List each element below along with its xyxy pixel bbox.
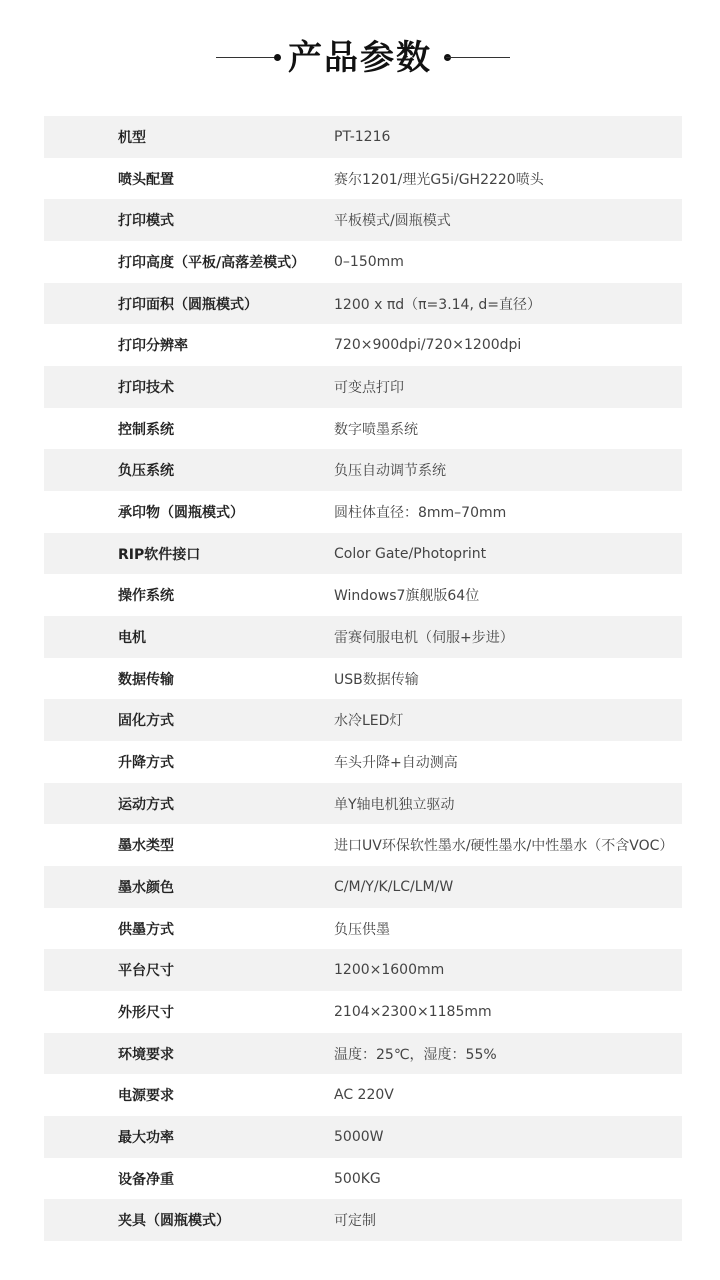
spec-row bbox=[44, 408, 682, 450]
spec-row bbox=[44, 199, 682, 241]
spec-label: 墨水类型 bbox=[118, 838, 174, 855]
spec-value: 车头升降+自动测高 bbox=[334, 754, 458, 771]
spec-value: C/M/Y/K/LC/LM/W bbox=[334, 878, 454, 895]
spec-label: 环境要求 bbox=[118, 1046, 174, 1063]
spec-value: 1200 x πd（π=3.14, d=直径） bbox=[334, 296, 541, 313]
spec-row bbox=[44, 283, 682, 325]
spec-row bbox=[44, 699, 682, 741]
spec-value: PT-1216 bbox=[334, 128, 391, 145]
spec-label: 运动方式 bbox=[118, 796, 174, 813]
spec-row bbox=[44, 449, 682, 491]
spec-row bbox=[44, 1199, 682, 1241]
spec-row bbox=[44, 991, 682, 1033]
spec-value: 500KG bbox=[334, 1170, 381, 1187]
spec-value: 赛尔1201/理光G5i/GH2220喷头 bbox=[334, 171, 544, 188]
spec-label: 升降方式 bbox=[118, 754, 174, 771]
spec-row bbox=[44, 866, 682, 908]
spec-label: 电源要求 bbox=[118, 1088, 174, 1105]
spec-label: 打印分辨率 bbox=[118, 338, 188, 355]
spec-label: 打印模式 bbox=[118, 213, 174, 230]
spec-label: 夹具（圆瓶模式） bbox=[118, 1213, 230, 1230]
spec-row bbox=[44, 158, 682, 200]
spec-label: 电机 bbox=[118, 629, 146, 646]
spec-row bbox=[44, 116, 682, 158]
spec-value: AC 220V bbox=[334, 1087, 394, 1104]
spec-label: 供墨方式 bbox=[118, 921, 174, 938]
spec-row bbox=[44, 1033, 682, 1075]
spec-label: 设备净重 bbox=[118, 1171, 174, 1188]
spec-label: 操作系统 bbox=[118, 588, 174, 605]
spec-value: 圆柱体直径：8mm–70mm bbox=[334, 504, 507, 521]
spec-label: 打印技术 bbox=[118, 379, 174, 396]
spec-row bbox=[44, 824, 682, 866]
spec-value: 720×900dpi/720×1200dpi bbox=[334, 337, 522, 354]
spec-value: 可定制 bbox=[334, 1213, 376, 1230]
spec-label: 平台尺寸 bbox=[118, 963, 174, 980]
spec-label: 负压系统 bbox=[118, 463, 174, 480]
page-title: 产品参数 bbox=[288, 38, 432, 78]
spec-value: 负压供墨 bbox=[334, 921, 390, 938]
spec-row bbox=[44, 533, 682, 575]
spec-row bbox=[44, 366, 682, 408]
title-divider-right bbox=[446, 57, 510, 58]
spec-row bbox=[44, 616, 682, 658]
spec-label: 喷头配置 bbox=[118, 171, 174, 188]
spec-label: 墨水颜色 bbox=[118, 879, 174, 896]
spec-value: 可变点打印 bbox=[334, 379, 404, 396]
spec-row bbox=[44, 491, 682, 533]
spec-value: Color Gate/Photoprint bbox=[334, 545, 487, 562]
spec-value: 雷赛伺服电机（伺服+步进） bbox=[334, 629, 514, 646]
spec-row bbox=[44, 241, 682, 283]
spec-value: 负压自动调节系统 bbox=[334, 463, 446, 480]
spec-value: 水冷LED灯 bbox=[334, 713, 404, 730]
spec-value: 5000W bbox=[334, 1128, 384, 1145]
spec-value: 2104×2300×1185mm bbox=[334, 1003, 492, 1020]
spec-row bbox=[44, 658, 682, 700]
spec-row bbox=[44, 949, 682, 991]
spec-label: RIP软件接口 bbox=[118, 546, 201, 563]
spec-label: 打印面积（圆瓶模式） bbox=[118, 296, 258, 313]
spec-label: 打印高度（平板/高落差模式） bbox=[118, 254, 306, 271]
spec-label: 机型 bbox=[118, 129, 146, 146]
spec-row bbox=[44, 324, 682, 366]
spec-value: 1200×1600mm bbox=[334, 962, 445, 979]
spec-value: Windows7旗舰版64位 bbox=[334, 588, 480, 605]
spec-row bbox=[44, 741, 682, 783]
spec-value: 0–150mm bbox=[334, 253, 404, 270]
spec-label: 外形尺寸 bbox=[118, 1004, 174, 1021]
page-header bbox=[0, 0, 720, 116]
spec-value: 温度：25℃，湿度：55% bbox=[334, 1046, 497, 1063]
spec-row bbox=[44, 783, 682, 825]
spec-row bbox=[44, 574, 682, 616]
spec-value: 数字喷墨系统 bbox=[334, 421, 418, 438]
spec-label: 固化方式 bbox=[118, 713, 174, 730]
spec-value: USB数据传输 bbox=[334, 671, 419, 688]
spec-value: 进口UV环保软性墨水/硬性墨水/中性墨水（不含VOC） bbox=[334, 838, 674, 855]
spec-row bbox=[44, 1116, 682, 1158]
spec-row bbox=[44, 908, 682, 950]
spec-label: 控制系统 bbox=[118, 421, 174, 438]
spec-label: 承印物（圆瓶模式） bbox=[118, 504, 244, 521]
spec-table bbox=[44, 116, 682, 1241]
spec-label: 最大功率 bbox=[118, 1129, 174, 1146]
spec-label: 数据传输 bbox=[118, 671, 174, 688]
spec-value: 单Y轴电机独立驱动 bbox=[334, 796, 455, 813]
spec-value: 平板模式/圆瓶模式 bbox=[334, 213, 451, 230]
spec-row bbox=[44, 1158, 682, 1200]
spec-row bbox=[44, 1074, 682, 1116]
